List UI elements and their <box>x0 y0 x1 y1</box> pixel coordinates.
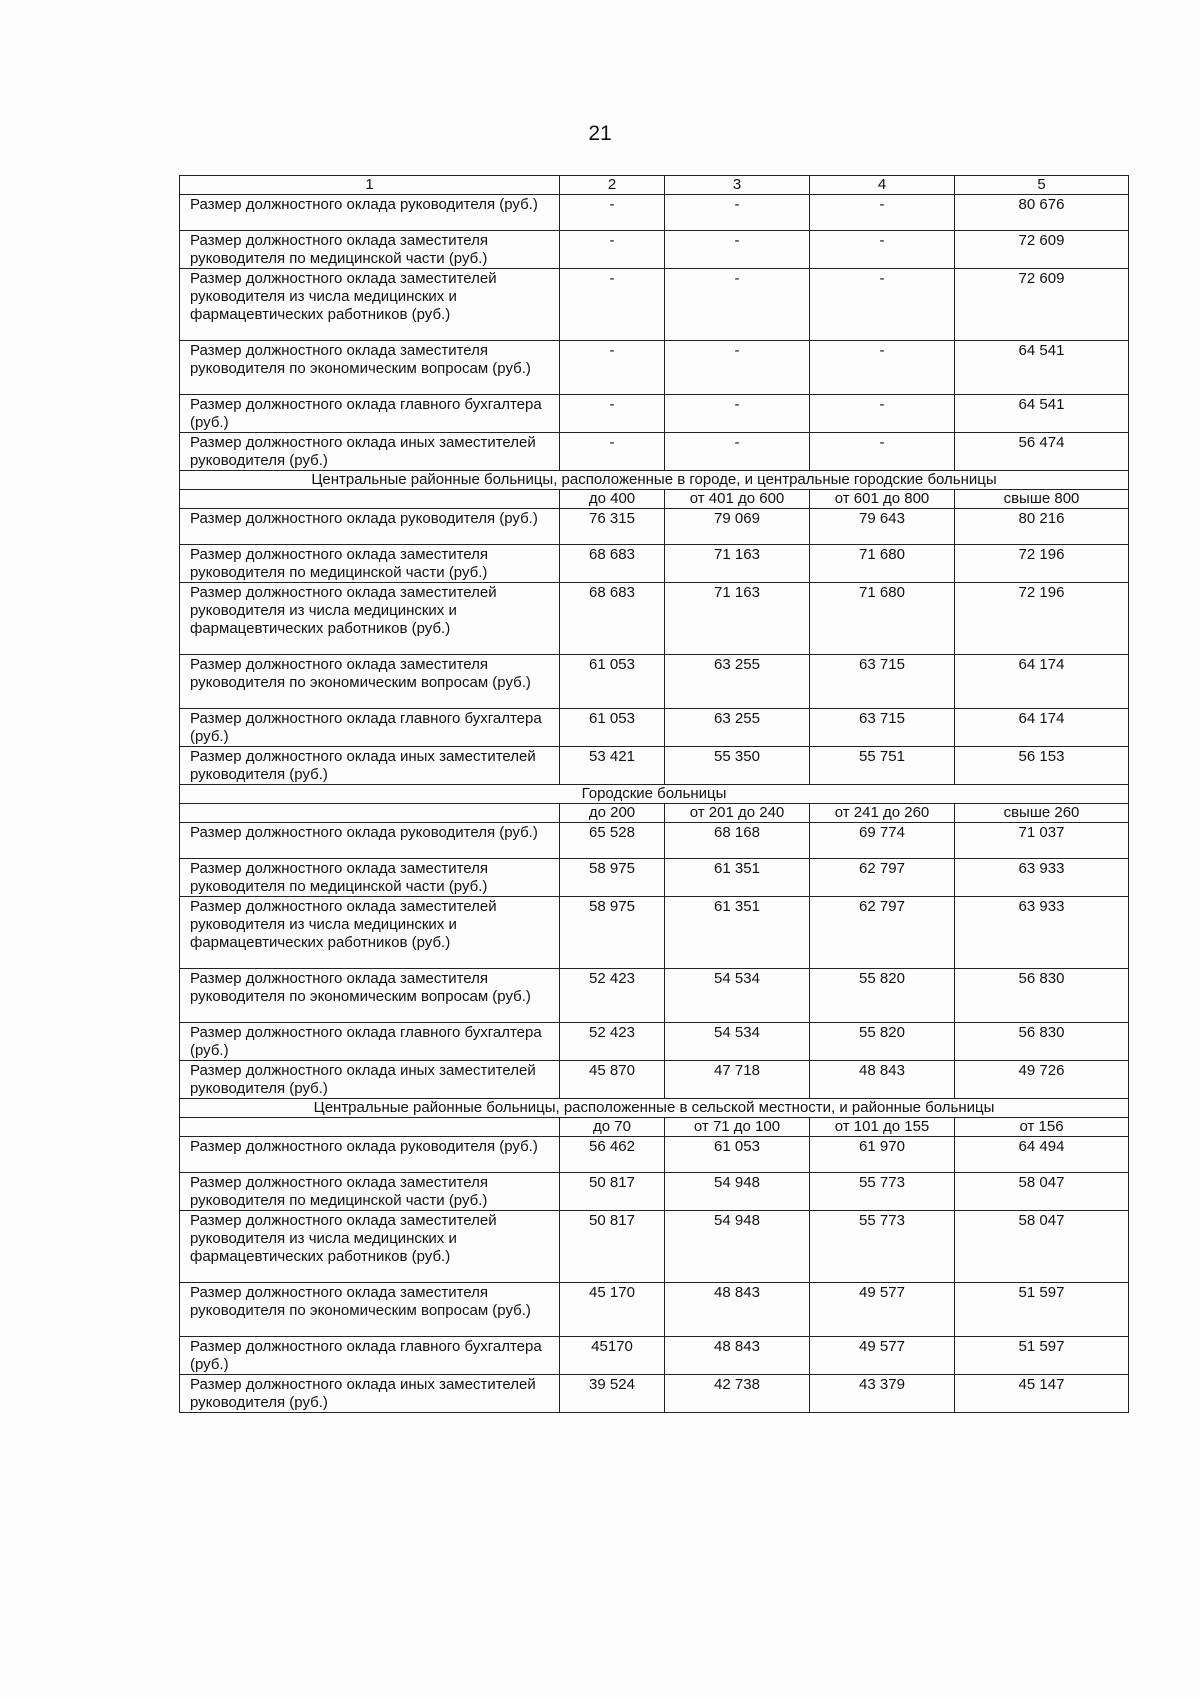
salary-value: 61 053 <box>560 655 665 709</box>
salary-value: 64 541 <box>955 395 1129 433</box>
position-label: Размер должностного оклада заместителя руководителя по медицинской части (руб.) <box>180 859 560 897</box>
table-row <box>180 195 1129 231</box>
position-label: Размер должностного оклада заместителя руководителя по экономическим вопросам (руб.) <box>180 969 560 1023</box>
salary-value: 63 933 <box>955 859 1129 897</box>
position-label: Размер должностного оклада главного бухгалтера (руб.) <box>180 1023 560 1061</box>
salary-value: 71 680 <box>810 583 955 655</box>
bed-range-header: от 201 до 240 <box>665 804 810 823</box>
table-row <box>180 747 1129 785</box>
salary-value: 51 597 <box>955 1337 1129 1375</box>
position-label: Размер должностного оклада главного бухгалтера (руб.) <box>180 395 560 433</box>
salary-value: 42 738 <box>665 1375 810 1413</box>
salary-value: 58 047 <box>955 1173 1129 1211</box>
salary-value: 56 474 <box>955 433 1129 471</box>
salary-value: 51 597 <box>955 1283 1129 1337</box>
position-label: Размер должностного оклада заместителя руководителя по экономическим вопросам (руб.) <box>180 655 560 709</box>
salary-value: 71 163 <box>665 545 810 583</box>
salary-value: 65 528 <box>560 823 665 859</box>
table-row <box>180 1283 1129 1337</box>
bed-range-header: от 601 до 800 <box>810 490 955 509</box>
position-label: Размер должностного оклада руководителя (руб.) <box>180 509 560 545</box>
salary-value: 61 351 <box>665 859 810 897</box>
salary-value: 50 817 <box>560 1173 665 1211</box>
salary-value: 47 718 <box>665 1061 810 1099</box>
salary-value: - <box>665 269 810 341</box>
salary-value: 45 870 <box>560 1061 665 1099</box>
salary-value: 58 975 <box>560 897 665 969</box>
table-row <box>180 859 1129 897</box>
section-title: Городские больницы <box>180 785 1129 804</box>
salary-value: 62 797 <box>810 859 955 897</box>
column-number: 2 <box>560 176 665 195</box>
salary-value: 64 174 <box>955 709 1129 747</box>
bed-range-header: свыше 260 <box>955 804 1129 823</box>
salary-value: 72 196 <box>955 545 1129 583</box>
salary-value: 64 174 <box>955 655 1129 709</box>
salary-value: 45 170 <box>560 1283 665 1337</box>
salary-value: 52 423 <box>560 969 665 1023</box>
position-label: Размер должностного оклада заместителей руководителя из числа медицинских и фармацевтических работников (руб.) <box>180 583 560 655</box>
position-label: Размер должностного оклада руководителя (руб.) <box>180 823 560 859</box>
salary-value: 48 843 <box>810 1061 955 1099</box>
salary-value: 56 830 <box>955 1023 1129 1061</box>
position-label: Размер должностного оклада заместителей руководителя из числа медицинских и фармацевтических работников (руб.) <box>180 269 560 341</box>
salary-value: 55 773 <box>810 1211 955 1283</box>
salary-value: 62 797 <box>810 897 955 969</box>
salary-value: 53 421 <box>560 747 665 785</box>
salary-value: 55 820 <box>810 1023 955 1061</box>
table-row <box>180 1137 1129 1173</box>
salary-value: - <box>810 341 955 395</box>
table-row <box>180 583 1129 655</box>
salary-value: 52 423 <box>560 1023 665 1061</box>
salary-table <box>179 175 1129 1413</box>
position-label: Размер должностного оклада иных заместителей руководителя (руб.) <box>180 747 560 785</box>
salary-value: 49 577 <box>810 1337 955 1375</box>
table-row <box>180 269 1129 341</box>
bed-range-header: от 401 до 600 <box>665 490 810 509</box>
table-row <box>180 1211 1129 1283</box>
salary-value: - <box>665 195 810 231</box>
salary-value: 68 683 <box>560 583 665 655</box>
salary-value: 71 680 <box>810 545 955 583</box>
salary-value: - <box>810 231 955 269</box>
salary-value: 68 683 <box>560 545 665 583</box>
table-row <box>180 509 1129 545</box>
table-row <box>180 231 1129 269</box>
position-label: Размер должностного оклада заместителей руководителя из числа медицинских и фармацевтических работников (руб.) <box>180 897 560 969</box>
salary-value: 61 053 <box>665 1137 810 1173</box>
column-number: 5 <box>955 176 1129 195</box>
salary-value: 79 643 <box>810 509 955 545</box>
salary-value: - <box>560 341 665 395</box>
salary-value: - <box>665 395 810 433</box>
table-row <box>180 545 1129 583</box>
bed-range-row <box>180 804 1129 823</box>
salary-value: 55 751 <box>810 747 955 785</box>
position-label: Размер должностного оклада иных заместителей руководителя (руб.) <box>180 1375 560 1413</box>
salary-value: 49 577 <box>810 1283 955 1337</box>
salary-value: 71 163 <box>665 583 810 655</box>
salary-value: 50 817 <box>560 1211 665 1283</box>
table-row <box>180 341 1129 395</box>
bed-range-empty-cell <box>180 490 560 509</box>
table-row <box>180 823 1129 859</box>
salary-value: - <box>560 269 665 341</box>
table-row <box>180 1061 1129 1099</box>
table-row <box>180 1173 1129 1211</box>
table-row <box>180 1337 1129 1375</box>
bed-range-header: от 71 до 100 <box>665 1118 810 1137</box>
salary-value: 63 933 <box>955 897 1129 969</box>
salary-value: 79 069 <box>665 509 810 545</box>
column-number: 1 <box>180 176 560 195</box>
bed-range-header: свыше 800 <box>955 490 1129 509</box>
salary-value: 55 820 <box>810 969 955 1023</box>
salary-value: 56 153 <box>955 747 1129 785</box>
salary-value: 55 773 <box>810 1173 955 1211</box>
salary-value: 45 147 <box>955 1375 1129 1413</box>
salary-value: 54 534 <box>665 1023 810 1061</box>
position-label: Размер должностного оклада главного бухгалтера (руб.) <box>180 1337 560 1375</box>
salary-value: 48 843 <box>665 1283 810 1337</box>
column-number: 4 <box>810 176 955 195</box>
salary-value: 76 315 <box>560 509 665 545</box>
salary-value: 64 494 <box>955 1137 1129 1173</box>
position-label: Размер должностного оклада главного бухгалтера (руб.) <box>180 709 560 747</box>
salary-value: - <box>560 231 665 269</box>
salary-value: 55 350 <box>665 747 810 785</box>
salary-value: 72 609 <box>955 231 1129 269</box>
salary-value: 63 715 <box>810 655 955 709</box>
bed-range-header: от 156 <box>955 1118 1129 1137</box>
salary-value: - <box>665 341 810 395</box>
salary-value: 48 843 <box>665 1337 810 1375</box>
bed-range-header: от 241 до 260 <box>810 804 955 823</box>
position-label: Размер должностного оклада руководителя (руб.) <box>180 195 560 231</box>
salary-value: 61 351 <box>665 897 810 969</box>
salary-value: - <box>560 195 665 231</box>
position-label: Размер должностного оклада иных заместителей руководителя (руб.) <box>180 1061 560 1099</box>
table-row <box>180 655 1129 709</box>
bed-range-header: до 70 <box>560 1118 665 1137</box>
column-number-row <box>180 176 1129 195</box>
page-number: 21 <box>588 122 612 145</box>
bed-range-empty-cell <box>180 804 560 823</box>
salary-value: - <box>560 433 665 471</box>
table-row <box>180 1023 1129 1061</box>
bed-range-header: до 400 <box>560 490 665 509</box>
salary-value: 63 715 <box>810 709 955 747</box>
bed-range-header: от 101 до 155 <box>810 1118 955 1137</box>
salary-value: 61 970 <box>810 1137 955 1173</box>
salary-value: 61 053 <box>560 709 665 747</box>
position-label: Размер должностного оклада заместителей руководителя из числа медицинских и фармацевтических работников (руб.) <box>180 1211 560 1283</box>
column-number: 3 <box>665 176 810 195</box>
bed-range-empty-cell <box>180 1118 560 1137</box>
salary-value: 69 774 <box>810 823 955 859</box>
bed-range-row <box>180 490 1129 509</box>
salary-value: 54 948 <box>665 1173 810 1211</box>
salary-value: 54 948 <box>665 1211 810 1283</box>
table-row <box>180 1375 1129 1413</box>
salary-value: 54 534 <box>665 969 810 1023</box>
position-label: Размер должностного оклада заместителя руководителя по экономическим вопросам (руб.) <box>180 1283 560 1337</box>
position-label: Размер должностного оклада заместителя руководителя по экономическим вопросам (руб.) <box>180 341 560 395</box>
salary-value: 64 541 <box>955 341 1129 395</box>
salary-value: - <box>810 395 955 433</box>
bed-range-header: до 200 <box>560 804 665 823</box>
table-row <box>180 395 1129 433</box>
salary-value: 58 975 <box>560 859 665 897</box>
salary-value: - <box>560 395 665 433</box>
salary-value: 43 379 <box>810 1375 955 1413</box>
section-title-row <box>180 1099 1129 1118</box>
salary-value: - <box>810 433 955 471</box>
position-label: Размер должностного оклада заместителя руководителя по медицинской части (руб.) <box>180 1173 560 1211</box>
salary-value: 72 196 <box>955 583 1129 655</box>
salary-value: 63 255 <box>665 709 810 747</box>
salary-value: 58 047 <box>955 1211 1129 1283</box>
salary-value: - <box>665 231 810 269</box>
position-label: Размер должностного оклада руководителя (руб.) <box>180 1137 560 1173</box>
section-title: Центральные районные больницы, расположенные в сельской местности, и районные больницы <box>180 1099 1129 1118</box>
salary-value: 56 462 <box>560 1137 665 1173</box>
salary-value: 80 216 <box>955 509 1129 545</box>
position-label: Размер должностного оклада заместителя руководителя по медицинской части (руб.) <box>180 545 560 583</box>
bed-range-row <box>180 1118 1129 1137</box>
salary-value: 45170 <box>560 1337 665 1375</box>
salary-value: 63 255 <box>665 655 810 709</box>
section-title: Центральные районные больницы, расположенные в городе, и центральные городские больницы <box>180 471 1129 490</box>
section-title-row <box>180 471 1129 490</box>
table-row <box>180 897 1129 969</box>
salary-value: 80 676 <box>955 195 1129 231</box>
salary-table-body <box>180 176 1129 1413</box>
salary-value: - <box>810 195 955 231</box>
salary-value: 49 726 <box>955 1061 1129 1099</box>
position-label: Размер должностного оклада иных заместителей руководителя (руб.) <box>180 433 560 471</box>
salary-value: 68 168 <box>665 823 810 859</box>
salary-value: 72 609 <box>955 269 1129 341</box>
table-row <box>180 709 1129 747</box>
table-row <box>180 969 1129 1023</box>
salary-value: - <box>665 433 810 471</box>
salary-value: 71 037 <box>955 823 1129 859</box>
table-row <box>180 433 1129 471</box>
salary-value: 56 830 <box>955 969 1129 1023</box>
position-label: Размер должностного оклада заместителя руководителя по медицинской части (руб.) <box>180 231 560 269</box>
salary-value: - <box>810 269 955 341</box>
salary-value: 39 524 <box>560 1375 665 1413</box>
section-title-row <box>180 785 1129 804</box>
